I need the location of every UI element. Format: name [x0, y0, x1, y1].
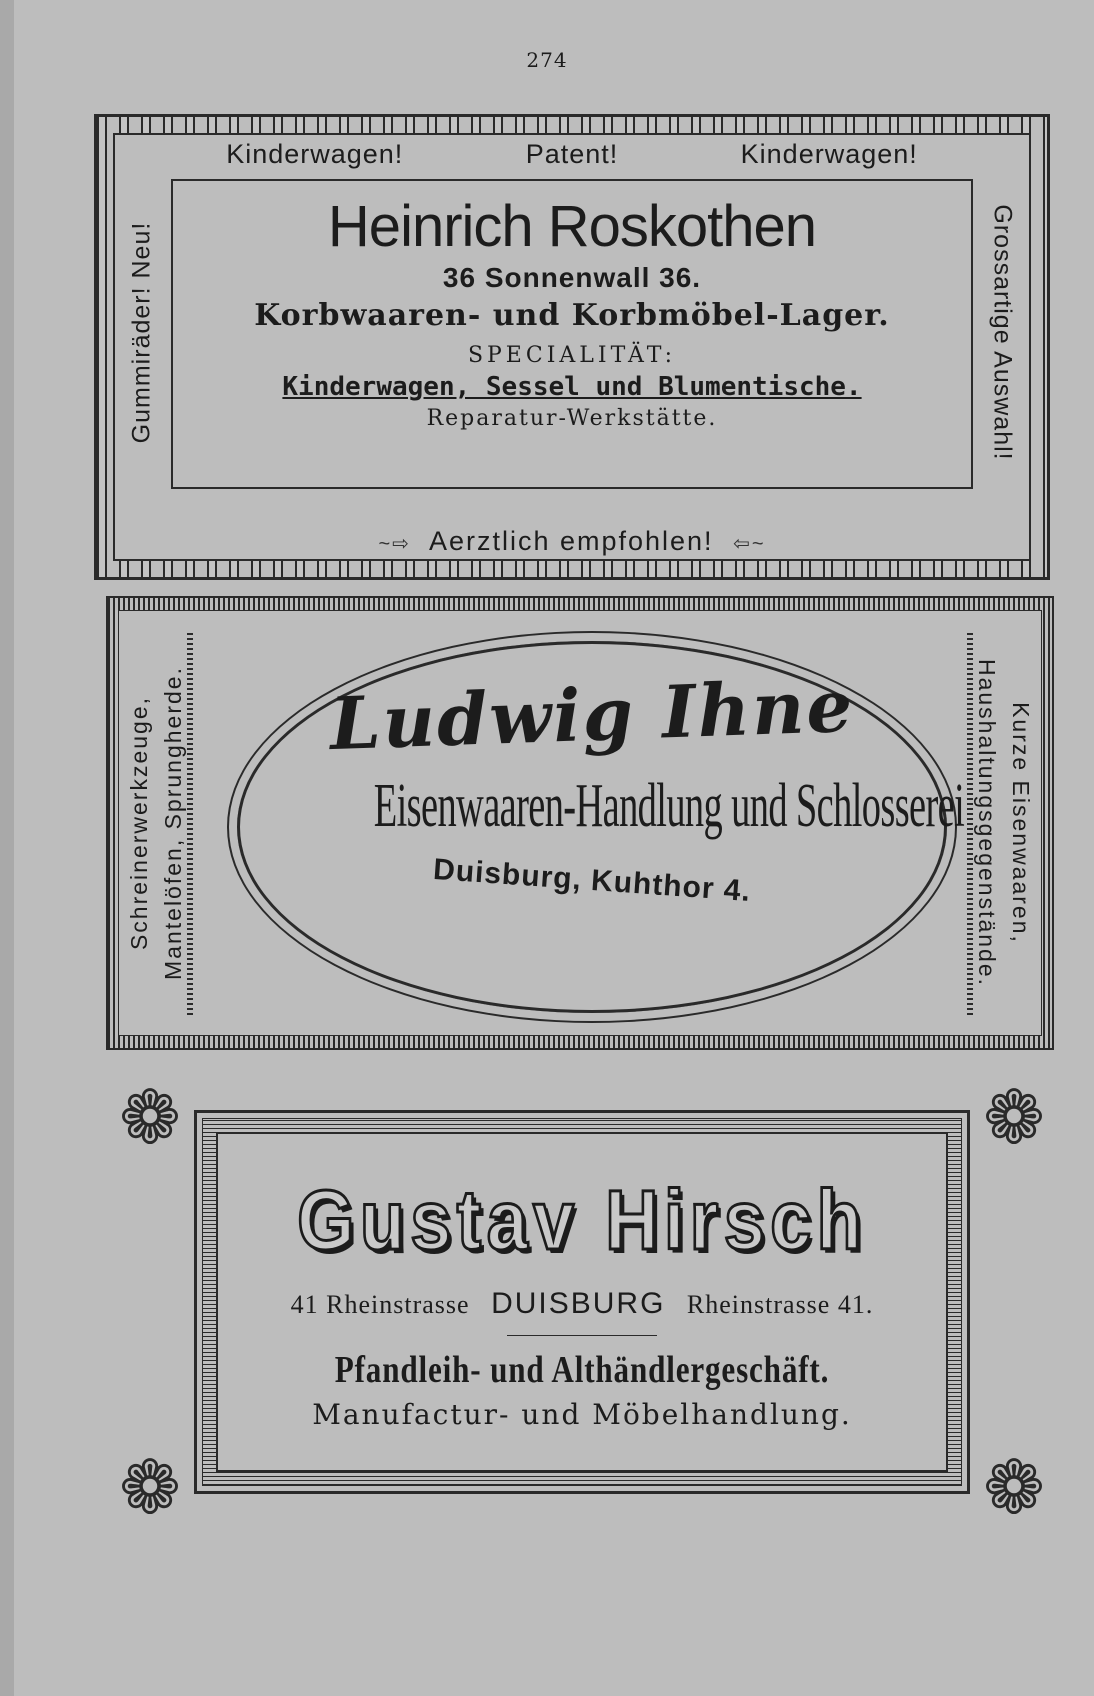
left-side-line1: Schreinerwerkzeuge, — [126, 695, 152, 951]
right-side-text: Grossartige Auswahl! — [988, 203, 1017, 461]
city: DUISBURG — [491, 1287, 666, 1320]
bottom-line — [115, 526, 1029, 557]
street-left: 41 Rheinstrasse — [290, 1290, 470, 1319]
repair-text: Reparatur-Werkstätte. — [426, 406, 718, 431]
products-text: Kinderwagen, Sessel und Blumentische. — [282, 372, 862, 402]
ornament-top-right-icon: ❁ — [982, 1076, 1045, 1159]
ornament-top-left-icon: ❁ — [118, 1076, 181, 1159]
address: 36 Sonnenwall 36. — [442, 262, 702, 293]
main-box — [171, 179, 973, 489]
address: Duisburg, Kuhthor 4. — [432, 852, 752, 909]
page-edge — [0, 0, 14, 1696]
sub-business-text: Manufactur- und Möbelhandlung. — [312, 1398, 852, 1431]
top-line — [115, 139, 1029, 170]
flourish-left-icon: ~⇨ — [378, 533, 411, 555]
left-side-text-box — [117, 179, 167, 485]
street-right: Rheinstrasse 41. — [686, 1290, 874, 1319]
bottom-text: Aerztlich empfohlen! — [428, 526, 714, 556]
left-side-line2: Mantelöfen, Sprungherde. — [160, 666, 186, 980]
advertisement-hirsch — [104, 1072, 1060, 1534]
ad-content — [104, 1172, 1060, 1431]
top-center-text: Patent! — [525, 139, 619, 169]
company-name: Heinrich Roskothen — [327, 194, 817, 259]
company-name: Gustav Hirsch — [297, 1173, 867, 1267]
left-side-column — [119, 625, 193, 1021]
right-side-line2: Haushaltungsgegenstände. — [974, 658, 1000, 988]
flourish-right-icon: ⇦~ — [733, 533, 766, 555]
top-right-text: Kinderwagen! — [740, 139, 918, 169]
lager-text: Korbwaaren- und Korbmöbel-Lager. — [254, 298, 890, 333]
business-text: Pfandleih- und Althändlergeschäft. — [334, 1349, 830, 1391]
ad-inner-frame — [113, 133, 1031, 561]
business-text: Eisenwaaren-Handlung und Schlosserei — [373, 772, 965, 840]
oval-frame — [237, 641, 965, 1013]
ad-inner-frame — [118, 610, 1042, 1036]
company-name: Ludwig Ihne — [328, 662, 856, 767]
advertisement-roskothen — [94, 114, 1050, 580]
ornament-bottom-left-icon: ❁ — [118, 1446, 181, 1529]
right-side-text-box — [977, 179, 1027, 485]
specialitat-label: SPECIALITÄT: — [467, 343, 677, 368]
ornament-bottom-right-icon: ❁ — [982, 1446, 1045, 1529]
advertisement-ihne — [106, 596, 1054, 1050]
left-side-text: Gummiräder! Neu! — [127, 221, 156, 443]
address-line — [104, 1287, 1060, 1321]
top-left-text: Kinderwagen! — [226, 139, 404, 169]
divider — [507, 1335, 657, 1336]
right-side-line1: Kurze Eisenwaaren, — [1008, 702, 1034, 944]
page-number: 274 — [526, 48, 568, 72]
right-side-column — [967, 625, 1041, 1021]
